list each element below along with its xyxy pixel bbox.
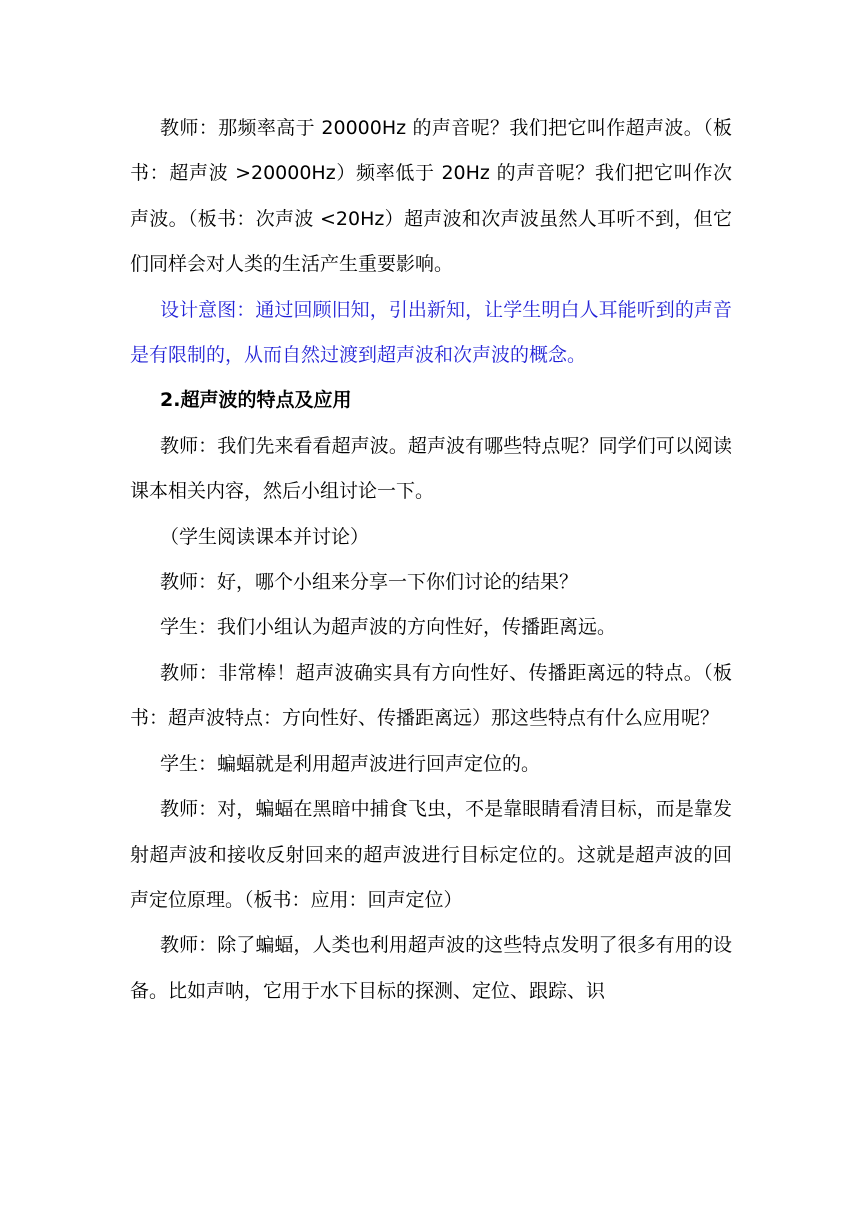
design-intent-paragraph: 设计意图：通过回顾旧知，引出新知，让学生明白人耳能听到的声音是有限制的，从而自然过渡到超声波和次声波的概念。 [130, 298, 732, 367]
document-page [130, 106, 732, 1014]
student-bat-paragraph: 学生：蝙蝠就是利用超声波进行回声定位的。 [160, 752, 541, 775]
teacher-paragraph-share: 教师：好，哪个小组来分享一下你们讨论的结果？ [160, 571, 579, 594]
teacher-paragraph-frequency: 教师：那频率高于 20000Hz 的声音呢？我们把它叫作超声波。（板书：超声波 >20000Hz）频率低于 20Hz 的声音呢？我们把它叫作次声波。（板书：次声波 <20Hz）超声波和次声波虽然人耳听不到，但它们同样会对人类的生活产生重要影响。 [130, 117, 732, 276]
teacher-paragraph-sonar: 教师：除了蝙蝠，人类也利用超声波的这些特点发明了很多有用的设备。比如声呐，它用于水下目标的探测、定位、跟踪、识 [130, 934, 732, 1002]
section-heading: 2.超声波的特点及应用 [160, 389, 352, 412]
teacher-paragraph-echolocation: 教师：对，蝙蝠在黑暗中捕食飞虫，不是靠眼睛看清目标，而是靠发射超声波和接收反射回来的超声波进行目标定位的。这就是超声波的回声定位原理。（板书：应用：回声定位） [130, 798, 732, 911]
teacher-paragraph-features: 教师：非常棒！超声波确实具有方向性好、传播距离远的特点。（板书：超声波特点：方向性好、传播距离远）那这些特点有什么应用呢？ [130, 661, 732, 730]
student-activity-note: （学生阅读课本并讨论） [160, 525, 370, 548]
student-answer-paragraph: 学生：我们小组认为超声波的方向性好，传播距离远。 [160, 616, 617, 639]
teacher-paragraph-reading: 教师：我们先来看看超声波。超声波有哪些特点呢？同学们可以阅读课本相关内容，然后小组讨论一下。 [130, 434, 732, 503]
